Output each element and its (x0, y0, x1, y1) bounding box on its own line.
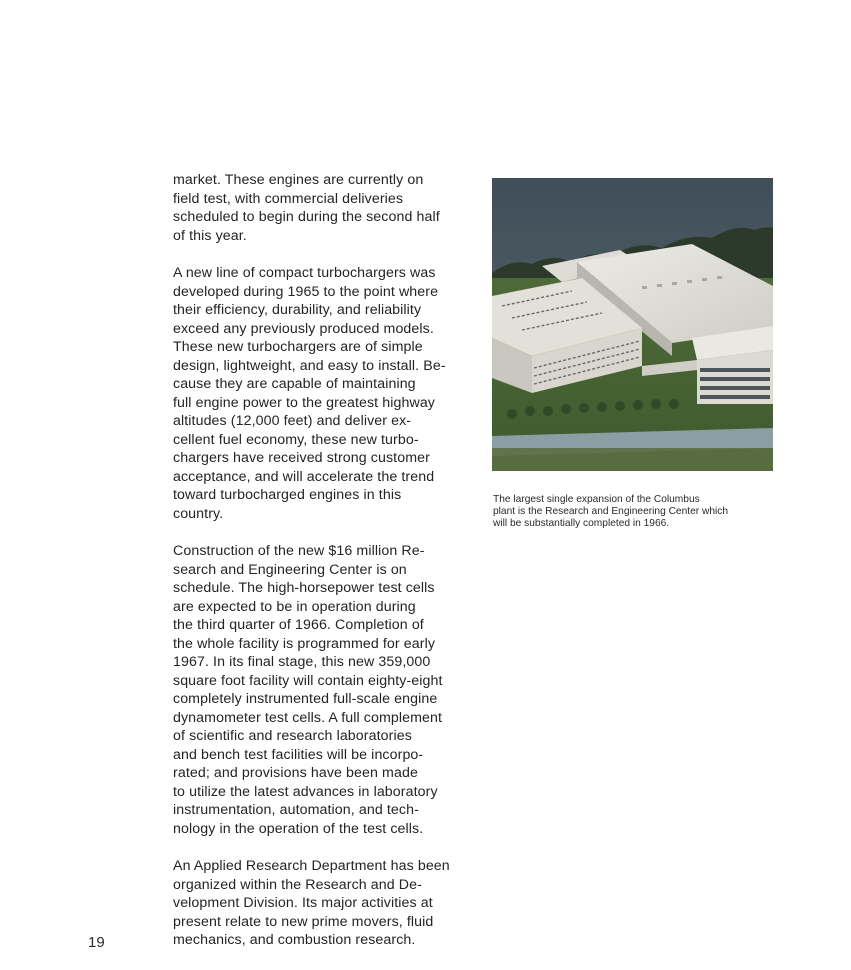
text-line: altitudes (12,000 feet) and deliver ex- (173, 413, 412, 429)
text-line: and bench test facilities will be incorpo- (173, 746, 424, 763)
photo-caption (493, 494, 783, 530)
building-model-illustration (492, 178, 773, 471)
text-line: mechanics, and combustion research. (173, 932, 416, 948)
text-line: field test, with commercial deliveries (173, 190, 404, 207)
text-line: Construction of the new $16 million Re- (173, 543, 425, 559)
text-line: the whole facility is programmed for early (173, 635, 436, 652)
text-line: toward turbocharged engines in this (173, 487, 402, 503)
text-line: exceed any previously produced models. (173, 320, 434, 337)
text-line: search and Engineering Center is on (173, 561, 407, 578)
text-line: These new turbochargers are of simple (173, 339, 423, 355)
text-line: A new line of compact turbochargers was (173, 265, 436, 281)
text-line: nology in the operation of the test cells. (173, 820, 424, 837)
text-line: their efficiency, durability, and reliability (173, 302, 422, 318)
text-line: rated; and provisions have been made (173, 765, 418, 781)
text-line: square foot facility will contain eighty-eight (173, 672, 443, 689)
text-line: instrumentation, automation, and tech- (173, 802, 419, 818)
text-line: are expected to be in operation during (173, 598, 416, 615)
text-line: developed during 1965 to the point where (173, 283, 439, 300)
text-line: organized within the Research and De- (173, 876, 422, 893)
text-line: of scientific and research laboratories (173, 728, 412, 744)
text-line: schedule. The high-horsepower test cells (173, 580, 435, 596)
text-line: acceptance, and will accelerate the trend (173, 468, 435, 485)
research-center-photo (492, 178, 773, 471)
body-paragraph (173, 542, 463, 838)
page-number: 19 (88, 934, 105, 951)
text-line: velopment Division. Its major activities at (173, 895, 433, 911)
body-paragraph (173, 264, 463, 523)
text-line: the third quarter of 1966. Completion of (173, 617, 424, 633)
text-line: 1967. In its final stage, this new 359,000 (173, 654, 431, 670)
text-line: scheduled to begin during the second half (173, 209, 440, 225)
text-line: design, lightweight, and easy to install. Be- (173, 357, 446, 374)
text-line: cause they are capable of maintaining (173, 376, 416, 392)
caption-line: plant is the Research and Engineering Center which (493, 506, 729, 517)
text-line: completely instrumented full-scale engine (173, 691, 438, 707)
text-line: chargers have received strong customer (173, 450, 430, 466)
body-text-column (173, 171, 463, 969)
text-line: dynamometer test cells. A full complement (173, 709, 443, 726)
caption-line: The largest single expansion of the Columbus (493, 494, 700, 505)
text-line: to utilize the latest advances in laboratory (173, 783, 438, 800)
text-line: market. These engines are currently on (173, 172, 424, 188)
text-line: An Applied Research Department has been (173, 858, 450, 874)
text-line: of this year. (173, 227, 247, 244)
body-paragraph (173, 857, 463, 950)
text-line: present relate to new prime movers, fluid (173, 913, 434, 930)
foreground-lawn (492, 448, 773, 471)
text-line: cellent fuel economy, these new turbo- (173, 431, 419, 448)
body-paragraph (173, 171, 463, 245)
text-line: country. (173, 505, 224, 522)
text-line: full engine power to the greatest highway (173, 394, 436, 411)
caption-line: will be substantially completed in 1966. (493, 518, 670, 529)
